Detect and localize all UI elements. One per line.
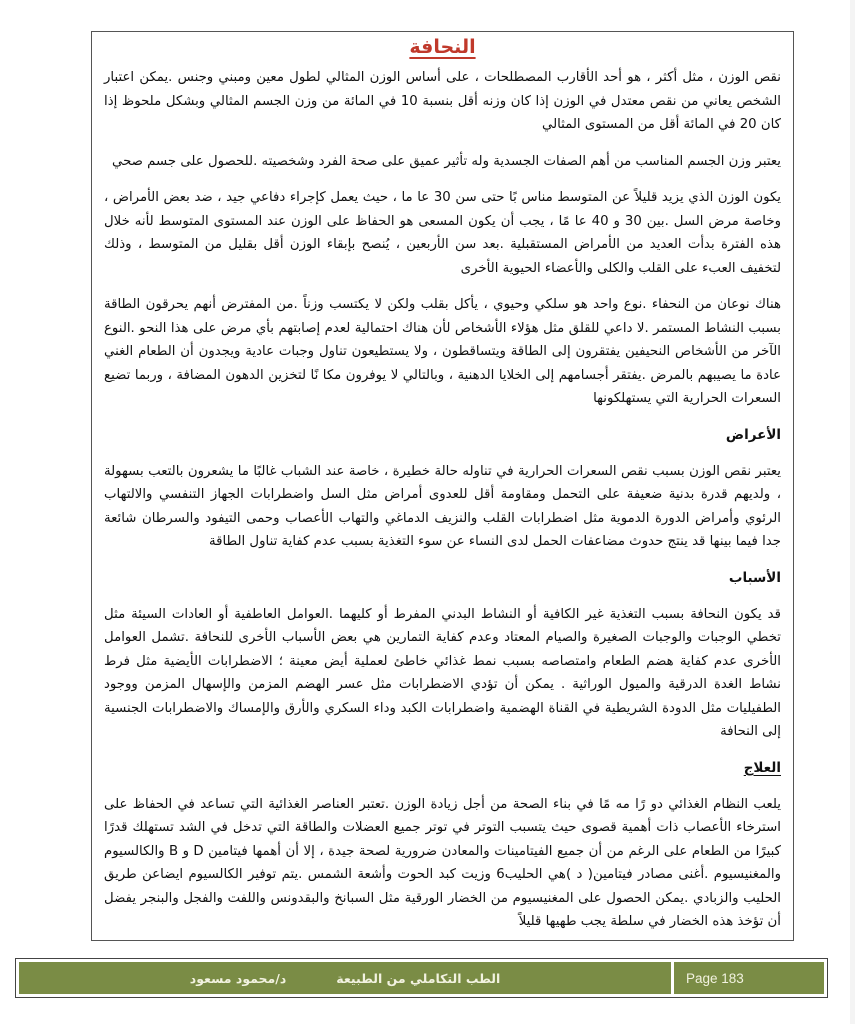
footer-page-number: Page 183 [674, 962, 824, 994]
section-heading-treatment: العلاج [743, 759, 781, 776]
paragraph: قد يكون النحافة بسبب التغذية غير الكافية أو النشاط البدني المفرط أو كليهما .العوامل العاطفية أو العادات السيئة مثل تخطي الوجبات والوجبات الصغيرة والصيام المعتاد وعدم كفاية التمارين هي بعض الأسباب الأخرى للنحافة .تشمل العوامل الأخرى عدم كفاية هضم الطعام وامتصاصه بسبب نمط غذائي خاطئ لعملية أيض معينة ؛ الاضطرابات الأيضية مثل فرط نشاط الغدة الدرقية والميول الوراثية . يمكن أن تؤدي الاضطرابات مثل عسر الهضم المزمن والإسهال المزمن ووجود الطفيليات مثل الدودة الشريطية في القناة الهضمية واضطرابات الكبد وداء السكري والأرق والإمساك والاضطرابات الجنسية إلى النحافة [104, 606, 781, 739]
paragraph: يكون الوزن الذي يزيد قليلاً عن المتوسط مناس بًا حتى سن 30 عا ما ، حيث يعمل كإجراء دفاعي جيد ، ضد بعض الأمراض ، وخاصة مرض السل .بين 30 و 40 عا مًا ، يجب أن يكون المسعى هو الحفاظ على الوزن عند المستوى المتوسط لأنه خلال هذه الفترة بدأت العديد من الأمراض المستقبلية .بعد سن الأربعين ، يُنصح بإبقاء الوزن أقل بقليل من المتوسط ، وذلك لتخفيف العبء على القلب والكلى والأعضاء الحيوية الأخرى [104, 190, 781, 276]
paragraph: نقص الوزن ، مثل أكثر ، هو أحد الأقارب المصطلحات ، على أساس الوزن المثالي لطول معين ومبني وجنس .يمكن اعتبار الشخص يعاني من نقص معتدل في الوزن إذا كان وزنه أقل بنسبة 10 في المائة من وزن الجسم المثالي وبشكل ملحوظ إذا كان 20 في المائة أقل من المستوى المثالي [104, 70, 781, 132]
paragraph: يلعب النظام الغذائي دو رًا مه مًا في بناء الصحة من أجل زيادة الوزن .تعتبر العناصر الغذائية التي تساعد في الحفاظ على استرخاء الأعصاب ذات أهمية قصوى حيث يتسبب التوتر في توتر جميع العضلات والطاقة التي تدخل في الشد تستهلك قدرًا كبيرًا من الطعام على الرغم من أن جميع الفيتامينات والمعادن ضرورية لصحة جيدة ، إلا أن أهمها فيتامين D و B والكالسيوم والمغنيسيوم .أغنى مصادر فيتامين( د )هي الحليب6 وزيت كبد الحوت وأشعة الشمس .يتم توفير الكالسيوم ايضاعن طريق الحليب والزبادي .يمكن الحصول على المغنيسيوم من الخضار الورقية مثل السبانخ والبقدونس واللفت والفجل والبنجر يفضل أن تؤخذ هذه الخضار في سلطة يجب طهيها قليلاً [104, 796, 781, 929]
section-heading-causes: الأسباب [728, 569, 781, 586]
content-box [91, 31, 794, 941]
page-title: النحافة [409, 36, 476, 58]
page-footer [15, 958, 828, 998]
footer-book-title: الطب التكاملي من الطبيعة [336, 970, 501, 986]
paragraph: يعتبر وزن الجسم المناسب من أهم الصفات الجسدية وله تأثير عميق على صحة الفرد وشخصيته .للحصول على جسم صحي [111, 153, 781, 169]
section-heading-symptoms: الأعراض [725, 426, 781, 443]
footer-title-area [19, 962, 671, 994]
paragraph: هناك نوعان من النحفاء .نوع واحد هو سلكي وحيوي ، يأكل بقلب ولكن لا يكتسب وزناً .من المفترض أنهم يحرقون الطاقة بسبب النشاط المستمر .لا داعي للقلق مثل هؤلاء الأشخاص لأن هناك احتمالية لعدم إصابتهم بأي مرض على هذا النحو .النوع الآخر من الأشخاص النحيفين يفتقرون إلى الطاقة ويتساقطون ، ولا يستطيعون تناول وجبات عادية ويجدون أن الطعام الغني عادة ما يصيبهم بالمرض .يفتقر أجسامهم إلى الخلايا الدهنية ، وبالتالي لا يوفرون مكا نًا لتخزين الدهون المضافة ، وربما تضيع السعرات الحرارية التي يستهلكونها [104, 297, 781, 406]
footer-author: د/محمود مسعود [189, 970, 287, 986]
paragraph: يعتبر نقص الوزن بسبب نقص السعرات الحرارية في تناوله حالة خطيرة ، خاصة عند الشباب غالبًا ما يشعرون بالتعب بسهولة ، ولديهم قدرة بدنية ضعيفة على التحمل ومقاومة أقل للعدوى أمراض مثل السل واضطرابات الجهاز التنفسي والالتهاب الرئوي وأمراض الدورة الدموية مثل اضطرابات القلب والنزيف الدماغي والتهاب الأعصاب وحمى التيفود والسرطان شائعة جدا فيما بينها قد ينتج حدوث مضاعفات الحمل لدى النساء عن سوء التغذية بسبب عدم كفاية تناول الطاقة [104, 463, 781, 549]
